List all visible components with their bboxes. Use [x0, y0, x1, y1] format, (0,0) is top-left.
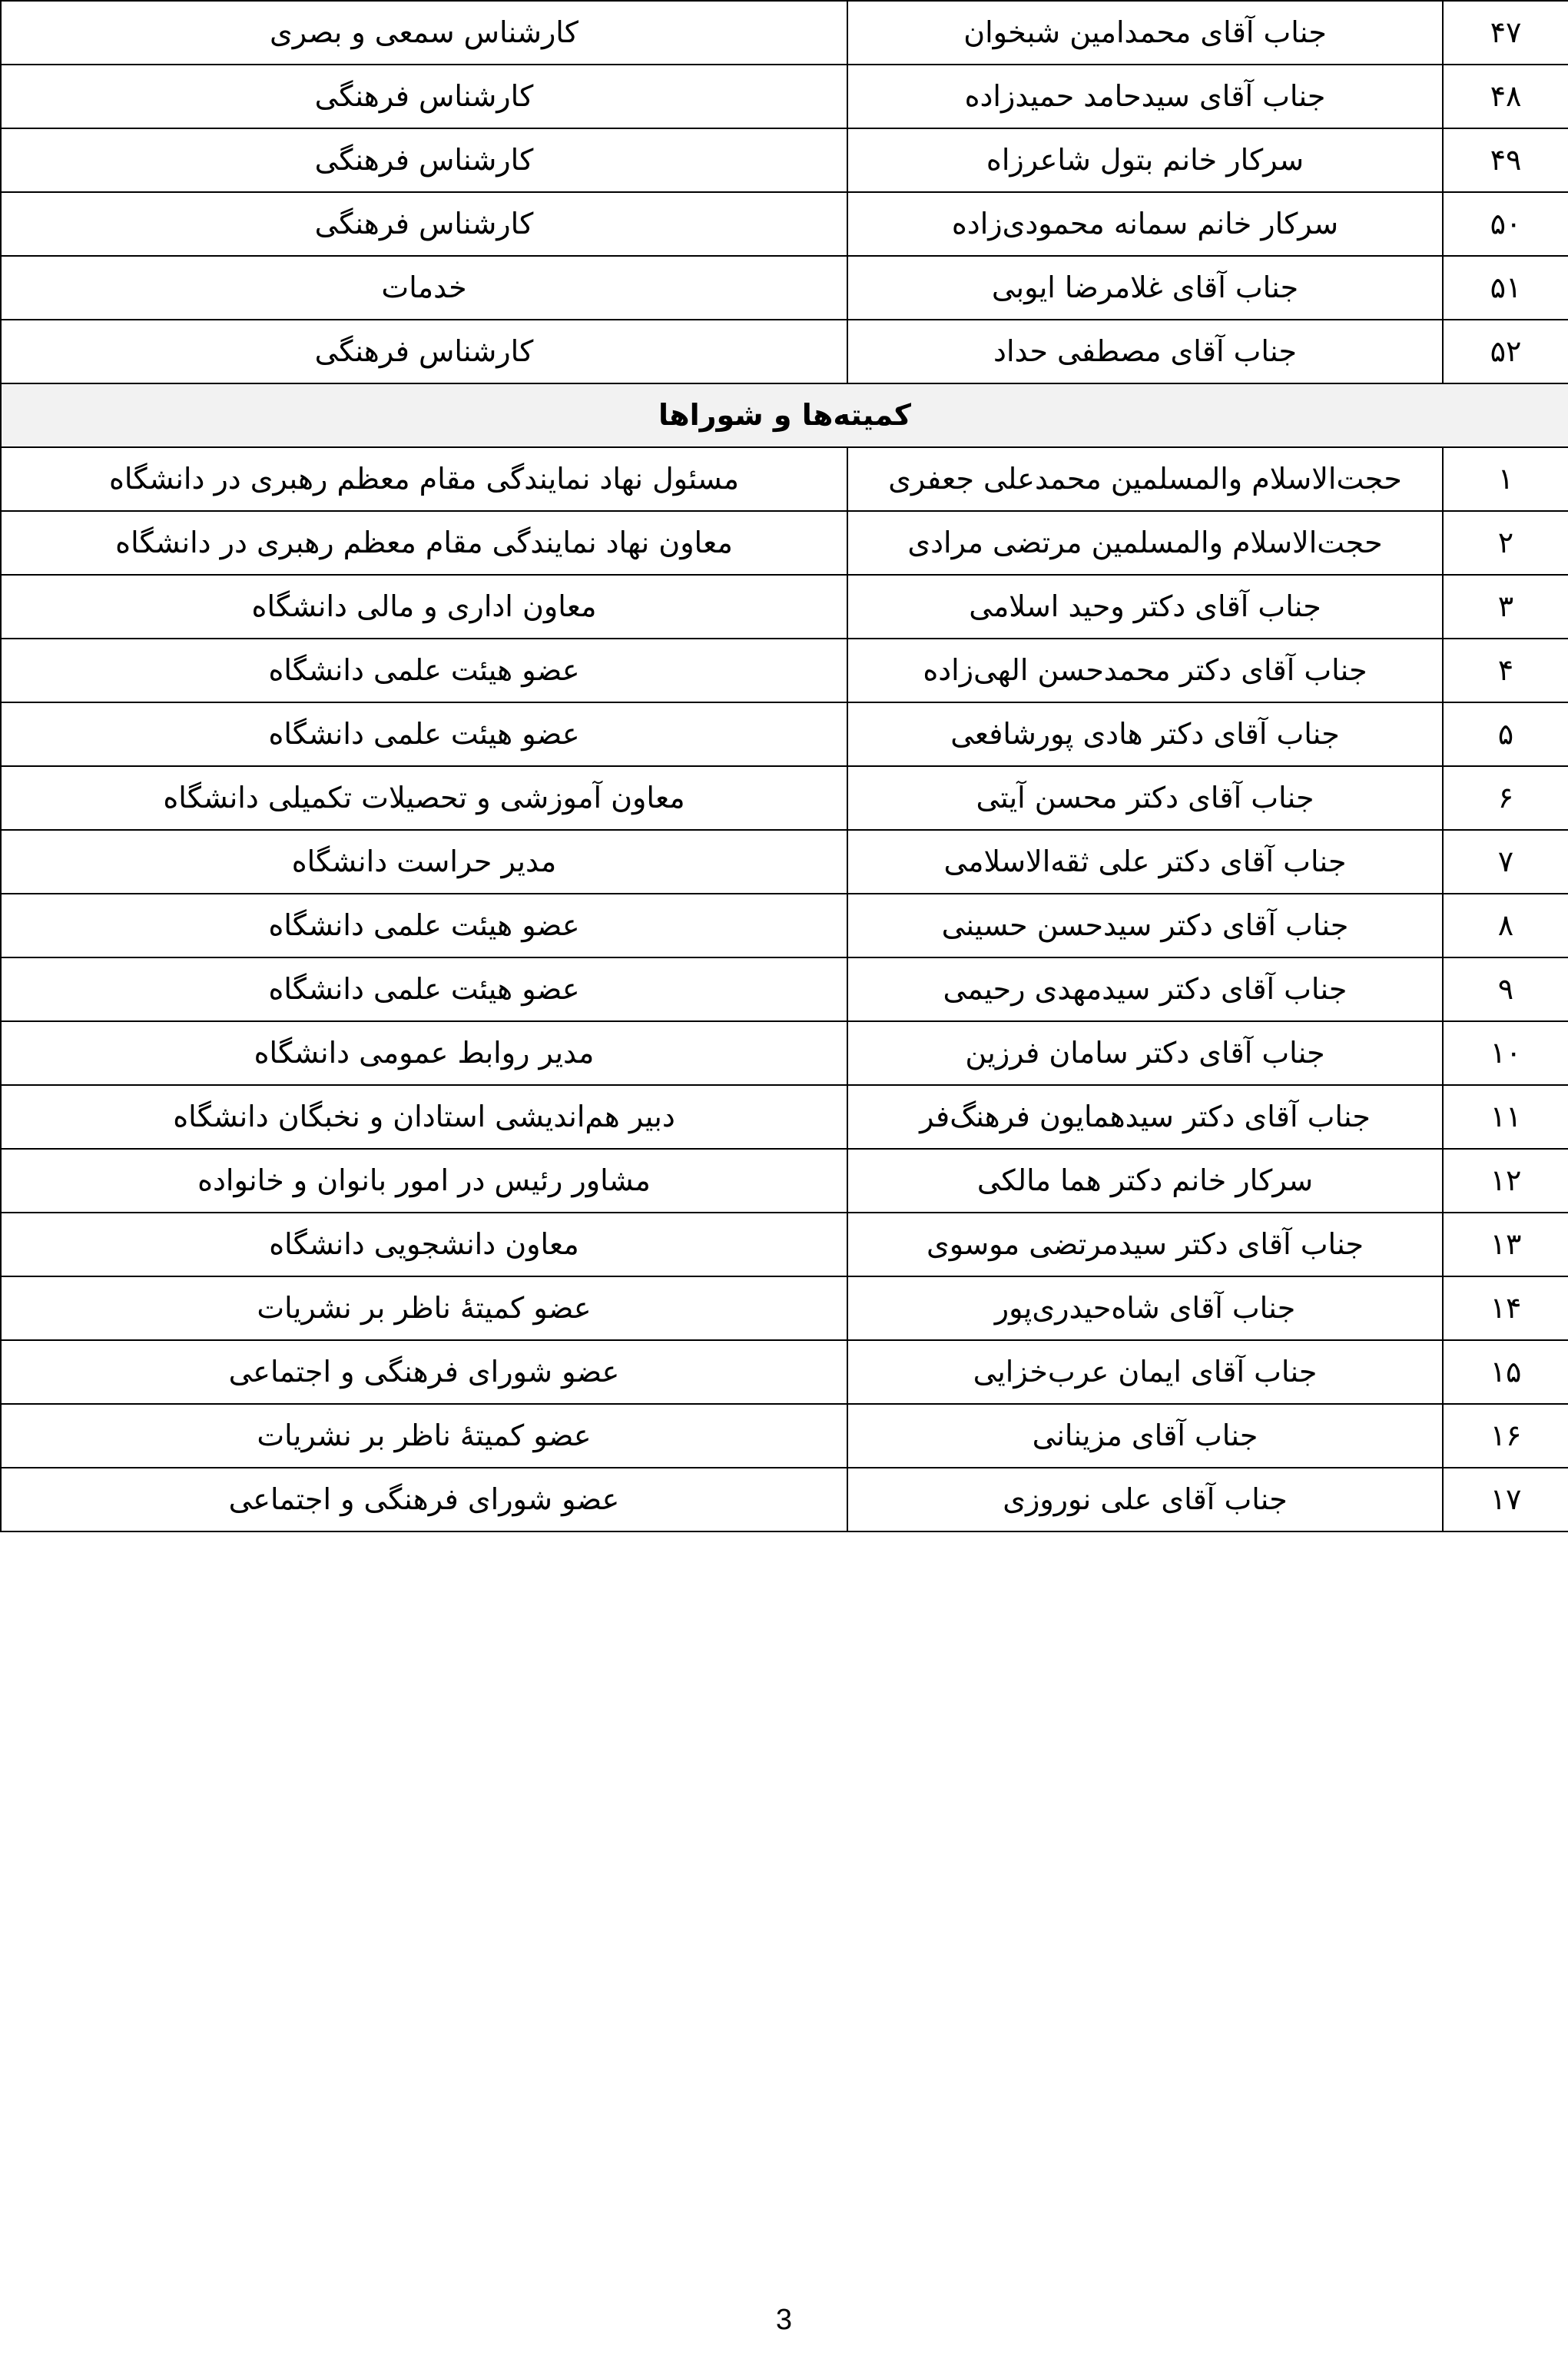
row-number: ۴ — [1443, 639, 1568, 702]
table-row — [1, 1404, 1568, 1468]
person-role: کارشناس فرهنگی — [1, 192, 847, 256]
person-name: جناب آقای غلامرضا ایوبی — [847, 256, 1443, 320]
person-role: معاون نهاد نمایندگی مقام معظم رهبری در دانشگاه — [1, 511, 847, 575]
row-number: ۵ — [1443, 702, 1568, 766]
row-number: ۹ — [1443, 957, 1568, 1021]
table-row — [1, 511, 1568, 575]
table-row — [1, 1340, 1568, 1404]
table-row — [1, 1276, 1568, 1340]
row-number: ۱۶ — [1443, 1404, 1568, 1468]
table-row — [1, 830, 1568, 894]
person-name: جناب آقای دکتر سیدهمایون فرهنگ‌فر — [847, 1085, 1443, 1149]
committee-rows — [1, 447, 1568, 1531]
row-number: ۱۷ — [1443, 1468, 1568, 1531]
person-role: عضو هیئت علمی دانشگاه — [1, 957, 847, 1021]
person-name: جناب آقای شاه‌حیدری‌پور — [847, 1276, 1443, 1340]
row-number: ۴۹ — [1443, 128, 1568, 192]
person-name: جناب آقای دکتر سیدمرتضی موسوی — [847, 1213, 1443, 1276]
row-number: ۵۱ — [1443, 256, 1568, 320]
table-row — [1, 957, 1568, 1021]
person-role: عضو شورای فرهنگی و اجتماعی — [1, 1340, 847, 1404]
row-number: ۱۲ — [1443, 1149, 1568, 1213]
person-role: دبیر هم‌اندیشی استادان و نخبگان دانشگاه — [1, 1085, 847, 1149]
person-role: عضو کمیتهٔ ناظر بر نشریات — [1, 1276, 847, 1340]
person-name: جناب آقای دکتر سیدمهدی رحیمی — [847, 957, 1443, 1021]
table-row — [1, 1021, 1568, 1085]
row-number: ۱۱ — [1443, 1085, 1568, 1149]
row-number: ۴۸ — [1443, 65, 1568, 128]
person-name: جناب آقای دکتر محسن آیتی — [847, 766, 1443, 830]
table-row — [1, 575, 1568, 639]
person-role: معاون اداری و مالی دانشگاه — [1, 575, 847, 639]
person-name: جناب آقای سیدحامد حمیدزاده — [847, 65, 1443, 128]
section-header-row-group — [1, 383, 1568, 447]
person-role: کارشناس فرهنگی — [1, 128, 847, 192]
person-role: مشاور رئیس در امور بانوان و خانواده — [1, 1149, 847, 1213]
person-name: جناب آقای دکتر وحید اسلامی — [847, 575, 1443, 639]
row-number: ۷ — [1443, 830, 1568, 894]
table-row — [1, 447, 1568, 511]
person-role: خدمات — [1, 256, 847, 320]
row-number: ۴۷ — [1443, 1, 1568, 65]
person-name: حجت‌الاسلام والمسلمین محمدعلی جعفری — [847, 447, 1443, 511]
table-row — [1, 1085, 1568, 1149]
person-role: عضو هیئت علمی دانشگاه — [1, 702, 847, 766]
person-name: جناب آقای مزینانی — [847, 1404, 1443, 1468]
row-number: ۵۰ — [1443, 192, 1568, 256]
row-number: ۱۵ — [1443, 1340, 1568, 1404]
person-name: جناب آقای دکتر سامان فرزین — [847, 1021, 1443, 1085]
row-number: ۱۰ — [1443, 1021, 1568, 1085]
table-row — [1, 894, 1568, 957]
person-role: مدیر حراست دانشگاه — [1, 830, 847, 894]
person-name: جناب آقای دکتر سیدحسن حسینی — [847, 894, 1443, 957]
table-row — [1, 320, 1568, 383]
table-row — [1, 1468, 1568, 1531]
row-number: ۱ — [1443, 447, 1568, 511]
row-number: ۸ — [1443, 894, 1568, 957]
person-name: سرکار خانم دکتر هما مالکی — [847, 1149, 1443, 1213]
person-role: عضو کمیتهٔ ناظر بر نشریات — [1, 1404, 847, 1468]
person-name: جناب آقای دکتر علی ثقه‌الاسلامی — [847, 830, 1443, 894]
person-role: کارشناس سمعی و بصری — [1, 1, 847, 65]
person-role: کارشناس فرهنگی — [1, 65, 847, 128]
page-number: 3 — [775, 2304, 793, 2336]
table-row — [1, 256, 1568, 320]
table-row — [1, 128, 1568, 192]
table-row — [1, 1149, 1568, 1213]
table-row — [1, 639, 1568, 702]
person-role: مدیر روابط عمومی دانشگاه — [1, 1021, 847, 1085]
person-name: سرکار خانم سمانه محمودی‌زاده — [847, 192, 1443, 256]
section-header-row — [1, 383, 1568, 447]
table-row — [1, 65, 1568, 128]
staff-rows — [1, 1, 1568, 383]
person-role: معاون دانشجویی دانشگاه — [1, 1213, 847, 1276]
row-number: ۶ — [1443, 766, 1568, 830]
table-row — [1, 1213, 1568, 1276]
row-number: ۱۳ — [1443, 1213, 1568, 1276]
person-role: عضو شورای فرهنگی و اجتماعی — [1, 1468, 847, 1531]
person-role: عضو هیئت علمی دانشگاه — [1, 894, 847, 957]
table-row — [1, 702, 1568, 766]
table-row — [1, 192, 1568, 256]
person-name: جناب آقای دکتر محمدحسن الهی‌زاده — [847, 639, 1443, 702]
person-name: جناب آقای ایمان عرب‌خزایی — [847, 1340, 1443, 1404]
person-name: جناب آقای محمدامین شبخوان — [847, 1, 1443, 65]
person-name: جناب آقای علی نوروزی — [847, 1468, 1443, 1531]
section-title: کمیته‌ها و شوراها — [1, 383, 1568, 447]
person-name: سرکار خانم بتول شاعرزاه — [847, 128, 1443, 192]
person-name: حجت‌الاسلام والمسلمین مرتضی مرادی — [847, 511, 1443, 575]
row-number: ۵۲ — [1443, 320, 1568, 383]
row-number: ۳ — [1443, 575, 1568, 639]
person-role: عضو هیئت علمی دانشگاه — [1, 639, 847, 702]
person-role: مسئول نهاد نمایندگی مقام معظم رهبری در دانشگاه — [1, 447, 847, 511]
row-number: ۱۴ — [1443, 1276, 1568, 1340]
person-name: جناب آقای مصطفی حداد — [847, 320, 1443, 383]
table-row — [1, 1, 1568, 65]
person-role: کارشناس فرهنگی — [1, 320, 847, 383]
table-row — [1, 766, 1568, 830]
person-name: جناب آقای دکتر هادی پورشافعی — [847, 702, 1443, 766]
row-number: ۲ — [1443, 511, 1568, 575]
person-role: معاون آموزشی و تحصیلات تکمیلی دانشگاه — [1, 766, 847, 830]
